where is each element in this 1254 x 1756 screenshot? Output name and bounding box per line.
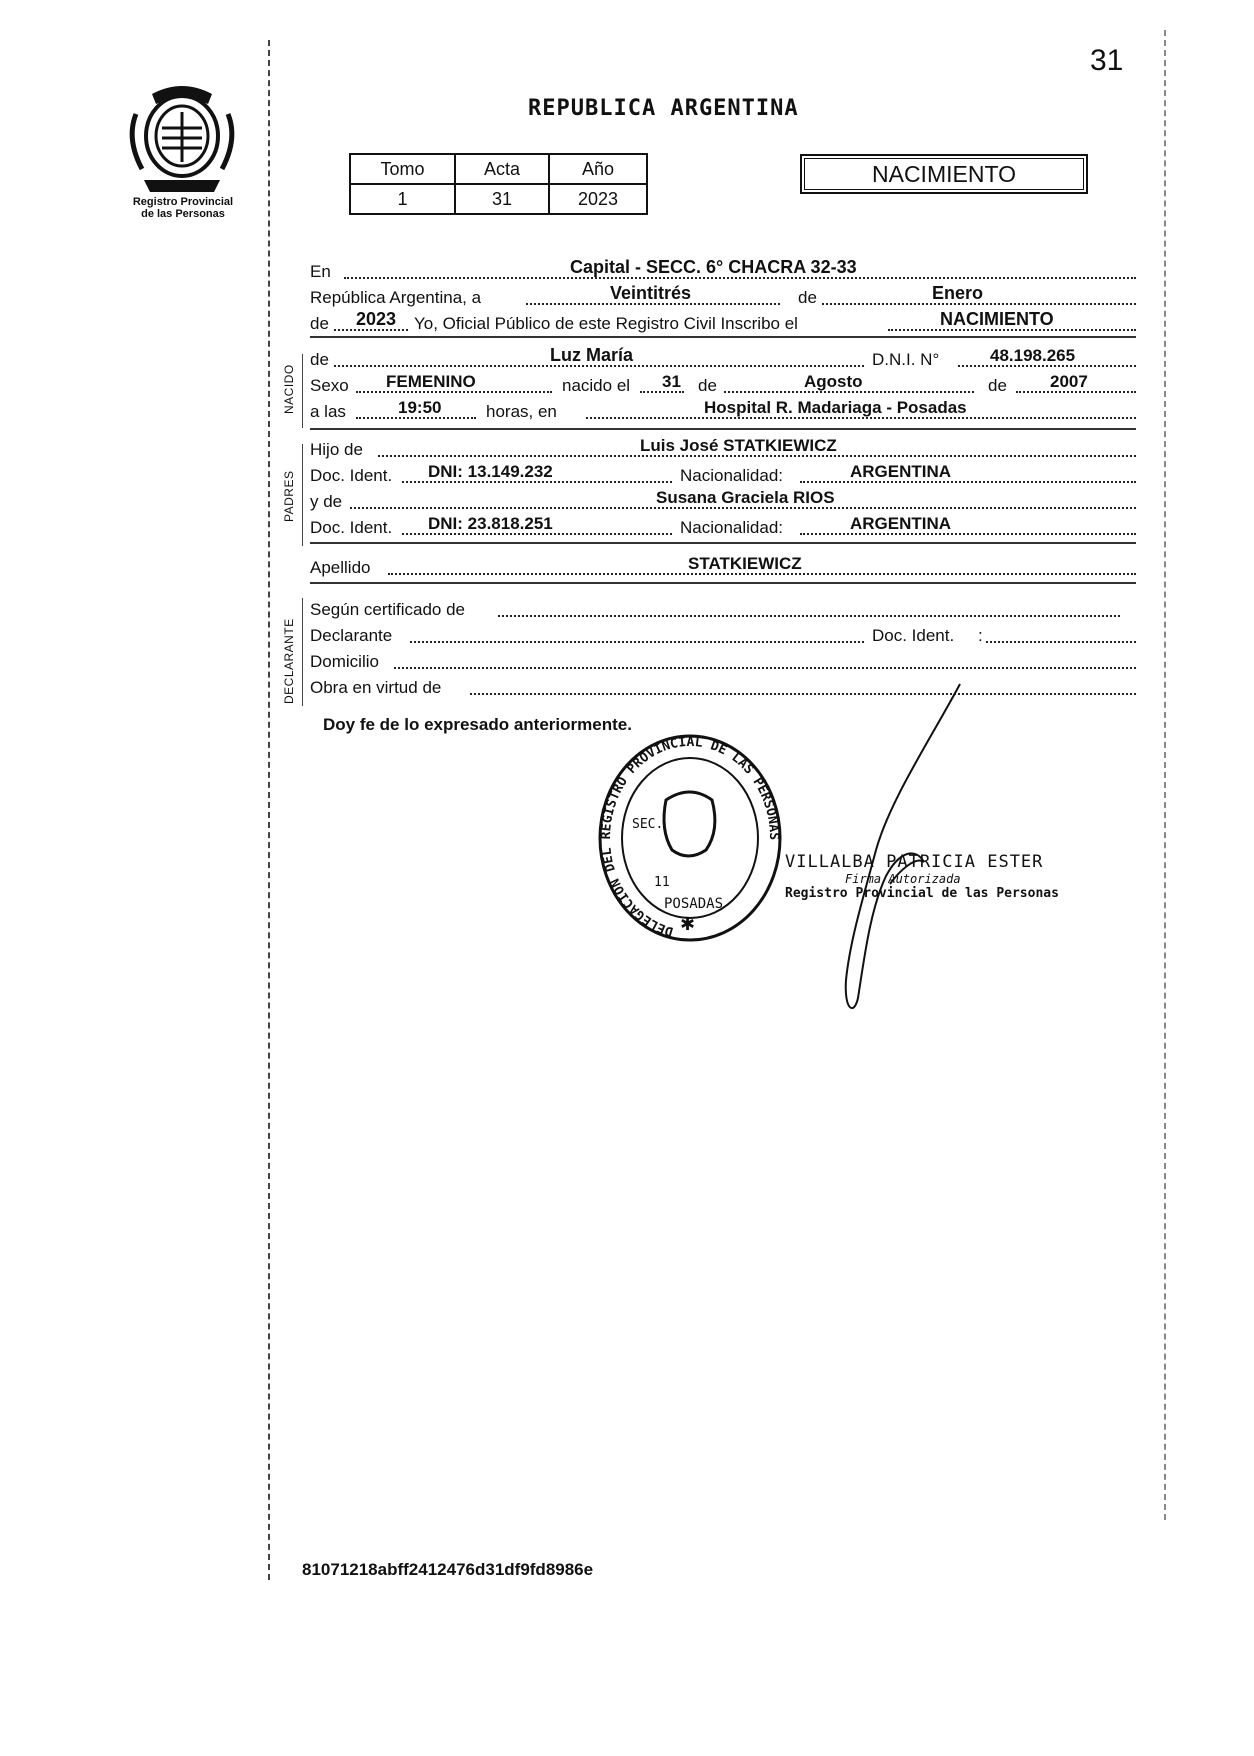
label-sexo: Sexo	[310, 376, 349, 395]
label-nacionalidad-madre: Nacionalidad:	[680, 518, 784, 537]
header-anio: Año	[549, 154, 647, 184]
label-doc-ident-padre: Doc. Ident.	[310, 466, 393, 485]
value-sexo: FEMENINO	[386, 372, 476, 391]
label-horas-en: horas, en	[486, 402, 557, 421]
row-declarante	[310, 624, 1136, 646]
signer-organization: Registro Provincial de las Personas	[785, 886, 1059, 901]
stamp-ring-text: DELEGACION DEL REGISTRO PROVINCIAL DE LAS PERSONAS	[598, 734, 782, 939]
right-margin-line	[1164, 30, 1166, 1520]
official-stamp	[590, 730, 790, 950]
padres-bracket	[302, 444, 303, 546]
label-de-mes-nac: de	[698, 376, 717, 395]
row-doc-padre	[310, 464, 1136, 486]
value-anio-nacimiento: 2007	[1050, 372, 1088, 391]
value-mes-nacimiento: Agosto	[804, 372, 863, 391]
divider-1	[310, 336, 1136, 338]
row-en	[310, 257, 1136, 282]
label-segun-certificado: Según certificado de	[310, 600, 465, 619]
value-dni-nacido: 48.198.265	[990, 346, 1076, 365]
side-label-padres: PADRES	[282, 470, 296, 522]
value-hora: 19:50	[398, 398, 442, 417]
closing-statement: Doy fe de lo expresado anteriormente.	[323, 715, 632, 734]
page-number: 31	[1090, 44, 1124, 77]
value-dni-padre: DNI: 13.149.232	[428, 462, 553, 481]
row-doc-madre	[310, 516, 1136, 538]
document-title: REPUBLICA ARGENTINA	[528, 96, 799, 121]
label-de-mes: de	[798, 288, 817, 307]
row-apellido	[310, 556, 1136, 578]
label-dni: D.N.I. N°	[872, 350, 940, 369]
label-hijo-de: Hijo de	[310, 440, 363, 459]
label-obra-en-virtud: Obra en virtud de	[310, 678, 442, 697]
label-domicilio: Domicilio	[310, 652, 379, 671]
caption-line-1: Registro Provincial	[132, 196, 234, 208]
row-hora	[310, 400, 1136, 422]
label-en: En	[310, 262, 331, 281]
row-obra	[310, 676, 1136, 698]
header-tomo: Tomo	[350, 154, 455, 184]
left-margin-line	[268, 40, 270, 1580]
label-de-anio: de	[310, 314, 329, 333]
divider-3	[310, 542, 1136, 544]
row-padre	[310, 438, 1136, 460]
row-certificado	[310, 598, 1136, 620]
value-dia-inscripcion: Veintitrés	[610, 283, 692, 303]
value-nacionalidad-madre: ARGENTINA	[850, 514, 952, 533]
signer-name: VILLALBA PATRICIA ESTER	[785, 852, 1044, 872]
label-doc-ident-declarante: Doc. Ident.	[872, 626, 955, 645]
side-label-declarante: DECLARANTE	[282, 618, 296, 704]
value-lugar-nacimiento: Hospital R. Madariaga - Posadas	[704, 398, 967, 417]
signer-role: Firma Autorizada	[845, 872, 961, 886]
value-padre: Luis José STATKIEWICZ	[640, 436, 837, 455]
header-acta: Acta	[455, 154, 549, 184]
label-nacido-el: nacido el	[562, 376, 631, 395]
label-de-nombre: de	[310, 350, 329, 369]
label-doc-ident-madre: Doc. Ident.	[310, 518, 393, 537]
stamp-inner-posadas: POSADAS	[664, 896, 724, 912]
value-madre: Susana Graciela RIOS	[656, 488, 835, 507]
divider-4	[310, 582, 1136, 584]
nacido-bracket	[302, 354, 303, 428]
value-lugar: Capital - SECC. 6° CHACRA 32-33	[570, 257, 857, 277]
divider-2	[310, 428, 1136, 430]
tomo-acta-anio-table	[349, 153, 648, 215]
label-de-anio-nac: de	[988, 376, 1007, 395]
label-republica: República Argentina, a	[310, 288, 482, 307]
row-fecha	[310, 283, 1136, 308]
value-dia-nacimiento: 31	[662, 372, 681, 391]
document-hash: 81071218abff2412476d31df9fd8986e	[302, 1560, 594, 1579]
act-type-box: NACIMIENTO	[800, 154, 1088, 194]
row-domicilio	[310, 650, 1136, 672]
declarante-bracket	[302, 598, 303, 706]
value-nacionalidad-padre: ARGENTINA	[850, 462, 952, 481]
label-nacionalidad-padre: Nacionalidad:	[680, 466, 784, 485]
signature-block	[785, 852, 1059, 901]
stamp-star-icon: ✱	[680, 914, 696, 934]
value-doc-ident-declarante: :	[978, 626, 983, 645]
label-oficial-publico: Yo, Oficial Público de este Registro Civil Inscribo el	[414, 314, 798, 333]
stamp-inner-num: 11	[654, 875, 670, 890]
value-tomo: 1	[350, 184, 455, 214]
value-acto: NACIMIENTO	[940, 309, 1054, 329]
provincia-misiones-seal-icon	[122, 84, 242, 194]
value-nombre: Luz María	[550, 345, 634, 365]
row-sexo	[310, 374, 1136, 396]
value-mes-inscripcion: Enero	[932, 283, 984, 303]
row-nombre	[310, 345, 1136, 370]
value-anio: 2023	[549, 184, 647, 214]
label-a-las: a las	[310, 402, 346, 421]
stamp-inner-sec: SEC.	[632, 817, 664, 832]
handwritten-signature	[820, 680, 980, 1020]
value-acta: 31	[455, 184, 549, 214]
label-apellido: Apellido	[310, 558, 371, 577]
registro-provincial-caption	[108, 196, 258, 220]
label-y-de: y de	[310, 492, 343, 511]
value-anio-inscripcion: 2023	[356, 309, 397, 329]
side-label-nacido: NACIDO	[282, 364, 296, 414]
caption-line-2: de las Personas	[141, 208, 225, 220]
row-anio-inscripcion	[310, 309, 1136, 334]
row-madre	[310, 490, 1136, 512]
label-declarante: Declarante	[310, 626, 393, 645]
value-apellido: STATKIEWICZ	[688, 554, 802, 573]
value-dni-madre: DNI: 23.818.251	[428, 514, 553, 533]
